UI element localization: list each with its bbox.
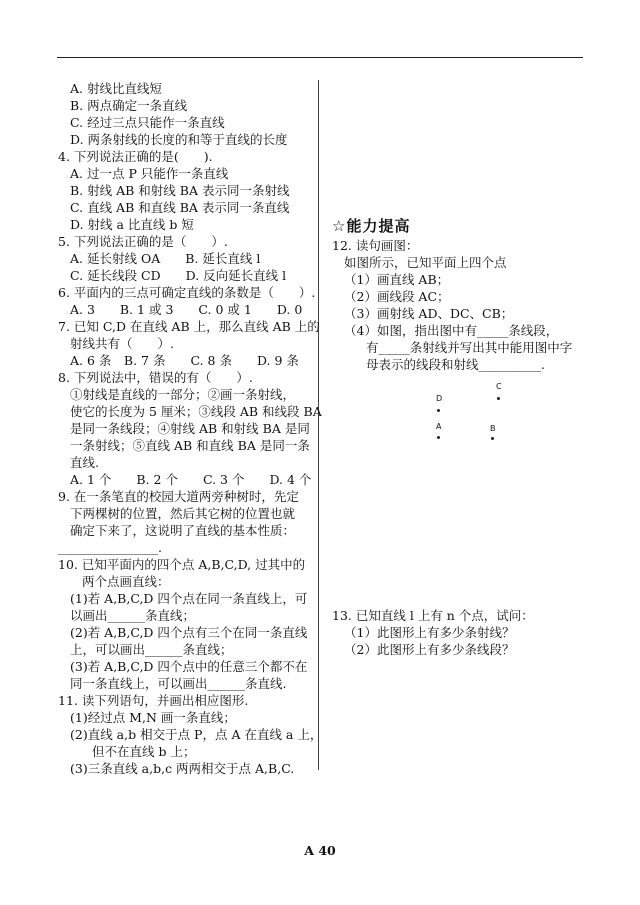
q4-option-a: A. 过一点 P 只能作一条直线 xyxy=(70,166,229,181)
q13-block xyxy=(332,607,582,658)
q10-part1-a: (1)若 A,B,C,D 四个点在同一条直线上，可 xyxy=(70,591,308,606)
q5-options-cd: C. 延长线段 CD D. 反向延长直线 l xyxy=(70,268,287,283)
page-number: A 40 xyxy=(304,843,336,858)
q4-stem: 4. 下列说法正确的是( ). xyxy=(58,149,213,164)
q8-statement-4: 一条射线；⑤直线 AB 和直线 BA 是同一条 xyxy=(70,438,310,453)
point-a-dot xyxy=(437,436,440,439)
q10-part1-b: 以画出______条直线； xyxy=(70,608,196,623)
q8-statement-3: 是同一条线段；④射线 AB 和射线 BA 是同 xyxy=(70,421,310,436)
q3-option-a: A. 射线比直线短 xyxy=(70,81,162,96)
q11-part1: (1)经过点 M,N 画一条直线； xyxy=(70,710,236,725)
point-c-label: C xyxy=(496,382,502,391)
q4-option-b: B. 射线 AB 和射线 BA 表示同一条射线 xyxy=(70,183,290,198)
point-b-dot xyxy=(491,437,494,440)
q8-statement-2: 使它的长度为 5 厘米；③线段 AB 和线段 BA xyxy=(70,404,322,419)
q7-stem-1: 7. 已知 C,D 在直线 AB 上，那么直线 AB 上的 xyxy=(58,319,320,334)
q3-option-b: B. 两点确定一条直线 xyxy=(70,98,188,113)
q7-options: A. 6 条 B. 7 条 C. 8 条 D. 9 条 xyxy=(70,353,299,368)
q5-options-ab: A. 延长射线 OA B. 延长直线 l xyxy=(70,251,261,266)
q10-part3-a: (3)若 A,B,C,D 四个点中的任意三个都不在 xyxy=(70,659,308,674)
q12-intro: 如图所示，已知平面上四个点 xyxy=(344,255,507,270)
q12-part4-b: 有_____条射线并写出其中能用图中字 xyxy=(366,340,573,355)
q8-statement-5: 直线. xyxy=(70,455,99,470)
q9-stem-2: 下两棵树的位置，然后其它树的位置也就 xyxy=(70,506,296,521)
right-column xyxy=(332,215,582,373)
point-c-dot xyxy=(497,397,500,400)
top-rule xyxy=(57,57,583,58)
column-divider xyxy=(318,80,319,770)
q13-part1: （1）此图形上有多少条射线？ xyxy=(344,625,515,640)
q4-option-c: C. 直线 AB 和直线 BA 表示同一条直线 xyxy=(70,200,290,215)
q7-stem-2: 射线共有（ ）. xyxy=(70,336,174,351)
q5-stem: 5. 下列说法正确的是（ ）. xyxy=(58,234,228,249)
q13-stem: 13. 已知直线 l 上有 n 个点，试问： xyxy=(332,608,534,623)
q12-part2: （2）画线段 AC； xyxy=(344,289,450,304)
q11-part3: (3)三条直线 a,b,c 两两相交于点 A,B,C. xyxy=(70,761,295,776)
q6-stem: 6. 平面内的三点可确定直线的条数是（ ）. xyxy=(58,285,316,300)
q8-statement-1: ①射线是直线的一部分；②画一条射线， xyxy=(70,387,296,402)
q11-part2-a: (2)直线 a,b 相交于点 P，点 A 在直线 a 上， xyxy=(70,727,323,742)
q10-stem-2: 两个点画直线： xyxy=(82,574,170,589)
left-column xyxy=(58,80,323,777)
point-d-label: D xyxy=(436,394,443,403)
point-d-dot xyxy=(437,409,440,412)
q10-stem-1: 10. 已知平面内的四个点 A,B,C,D, 过其中的 xyxy=(58,557,306,572)
q6-options: A. 3 B. 1 或 3 C. 0 或 1 D. 0 xyxy=(70,302,303,317)
q3-option-d: D. 两条射线的长度的和等于直线的长度 xyxy=(70,132,288,147)
q10-part2-b: 上，可以画出______条直线； xyxy=(70,642,233,657)
q10-part3-b: 同一条直线上，可以画出______条直线. xyxy=(70,676,287,691)
q8-options: A. 1 个 B. 2 个 C. 3 个 D. 4 个 xyxy=(70,472,312,487)
q11-part2-b: 但不在直线 b 上； xyxy=(92,744,196,759)
point-a-label: A xyxy=(436,422,442,431)
q3-option-c: C. 经过三点只能作一条直线 xyxy=(70,115,225,130)
q12-stem: 12. 读句画图： xyxy=(332,238,419,253)
q11-stem: 11. 读下列语句，并画出相应图形. xyxy=(58,693,249,708)
q12-part4-a: （4）如图，指出图中有_____条线段， xyxy=(344,323,559,338)
point-b-label: B xyxy=(490,424,496,433)
q9-answer-blank: ________________. xyxy=(58,540,162,555)
q12-part3: （3）画射线 AD、DC、CB； xyxy=(344,306,514,321)
q8-stem: 8. 下列说法中，错误的有（ ）. xyxy=(58,370,253,385)
q12-part1: （1）画直线 AB； xyxy=(344,272,450,287)
section-title-ability: ☆能力提高 xyxy=(332,217,411,235)
q4-option-d: D. 射线 a 比直线 b 短 xyxy=(70,217,194,232)
q9-stem-1: 9. 在一条笔直的校园大道两旁种树时，先定 xyxy=(58,489,299,504)
q10-part2-a: (2)若 A,B,C,D 四个点有三个在同一条直线 xyxy=(70,625,308,640)
q13-part2: （2）此图形上有多少条线段？ xyxy=(344,642,515,657)
q9-stem-3: 确定下来了，这说明了直线的基本性质： xyxy=(70,523,296,538)
q12-part4-c: 母表示的线段和射线__________. xyxy=(366,357,545,372)
